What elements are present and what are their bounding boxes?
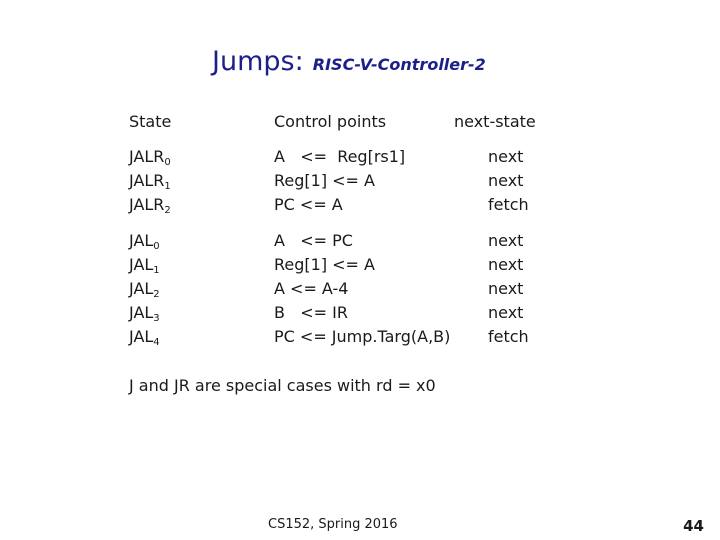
title-main: Jumps:: [212, 46, 304, 77]
next-state-cell: next: [488, 147, 524, 166]
header-state: State: [129, 112, 172, 131]
table-row: [0, 229, 720, 253]
next-state-cell: next: [488, 171, 524, 190]
next-state-cell: next: [488, 279, 524, 298]
jalr-group: [0, 145, 720, 217]
control-cell: A <= A-4: [274, 279, 349, 298]
control-cell: Reg[1] <= A: [274, 255, 375, 274]
next-state-cell: next: [488, 231, 524, 250]
note-text: J and JR are special cases with rd = x0: [129, 376, 436, 395]
next-state-cell: next: [488, 303, 524, 322]
state-cell: $JAL_1$: [129, 255, 160, 276]
next-state-cell: next: [488, 255, 524, 274]
control-cell: A <= PC: [274, 231, 353, 250]
state-cell: $JAL_3$: [129, 303, 160, 324]
page-number: 44: [683, 517, 704, 535]
control-cell: PC <= A: [274, 195, 343, 214]
table-row: [0, 253, 720, 277]
state-cell: $JAL_0$: [129, 231, 160, 252]
table-row: [0, 301, 720, 325]
footer-text: CS152, Spring 2016: [268, 517, 398, 532]
title-subtitle: RISC-V-Controller-2: [312, 55, 486, 74]
state-cell: $JALR_2$: [129, 195, 171, 216]
state-cell: $JAL_4$: [129, 327, 160, 348]
next-state-cell: fetch: [488, 327, 529, 346]
table-row: [0, 325, 720, 349]
state-cell: $JAL_2$: [129, 279, 160, 300]
control-cell: A <= Reg[rs1]: [274, 147, 406, 166]
control-cell: Reg[1] <= A: [274, 171, 375, 190]
table-row: [0, 169, 720, 193]
header-next-state: next-state: [454, 112, 536, 131]
state-cell: $JALR_0$: [129, 147, 171, 168]
table-row: [0, 193, 720, 217]
next-state-cell: fetch: [488, 195, 529, 214]
slide-title: [212, 46, 486, 77]
table-row: [0, 277, 720, 301]
state-cell: $JALR_1$: [129, 171, 171, 192]
control-cell: PC <= Jump.Targ(A,B): [274, 327, 451, 346]
header-control-points: Control points: [274, 112, 387, 131]
jal-group: [0, 229, 720, 349]
control-cell: B <= IR: [274, 303, 348, 322]
table-row: [0, 145, 720, 169]
